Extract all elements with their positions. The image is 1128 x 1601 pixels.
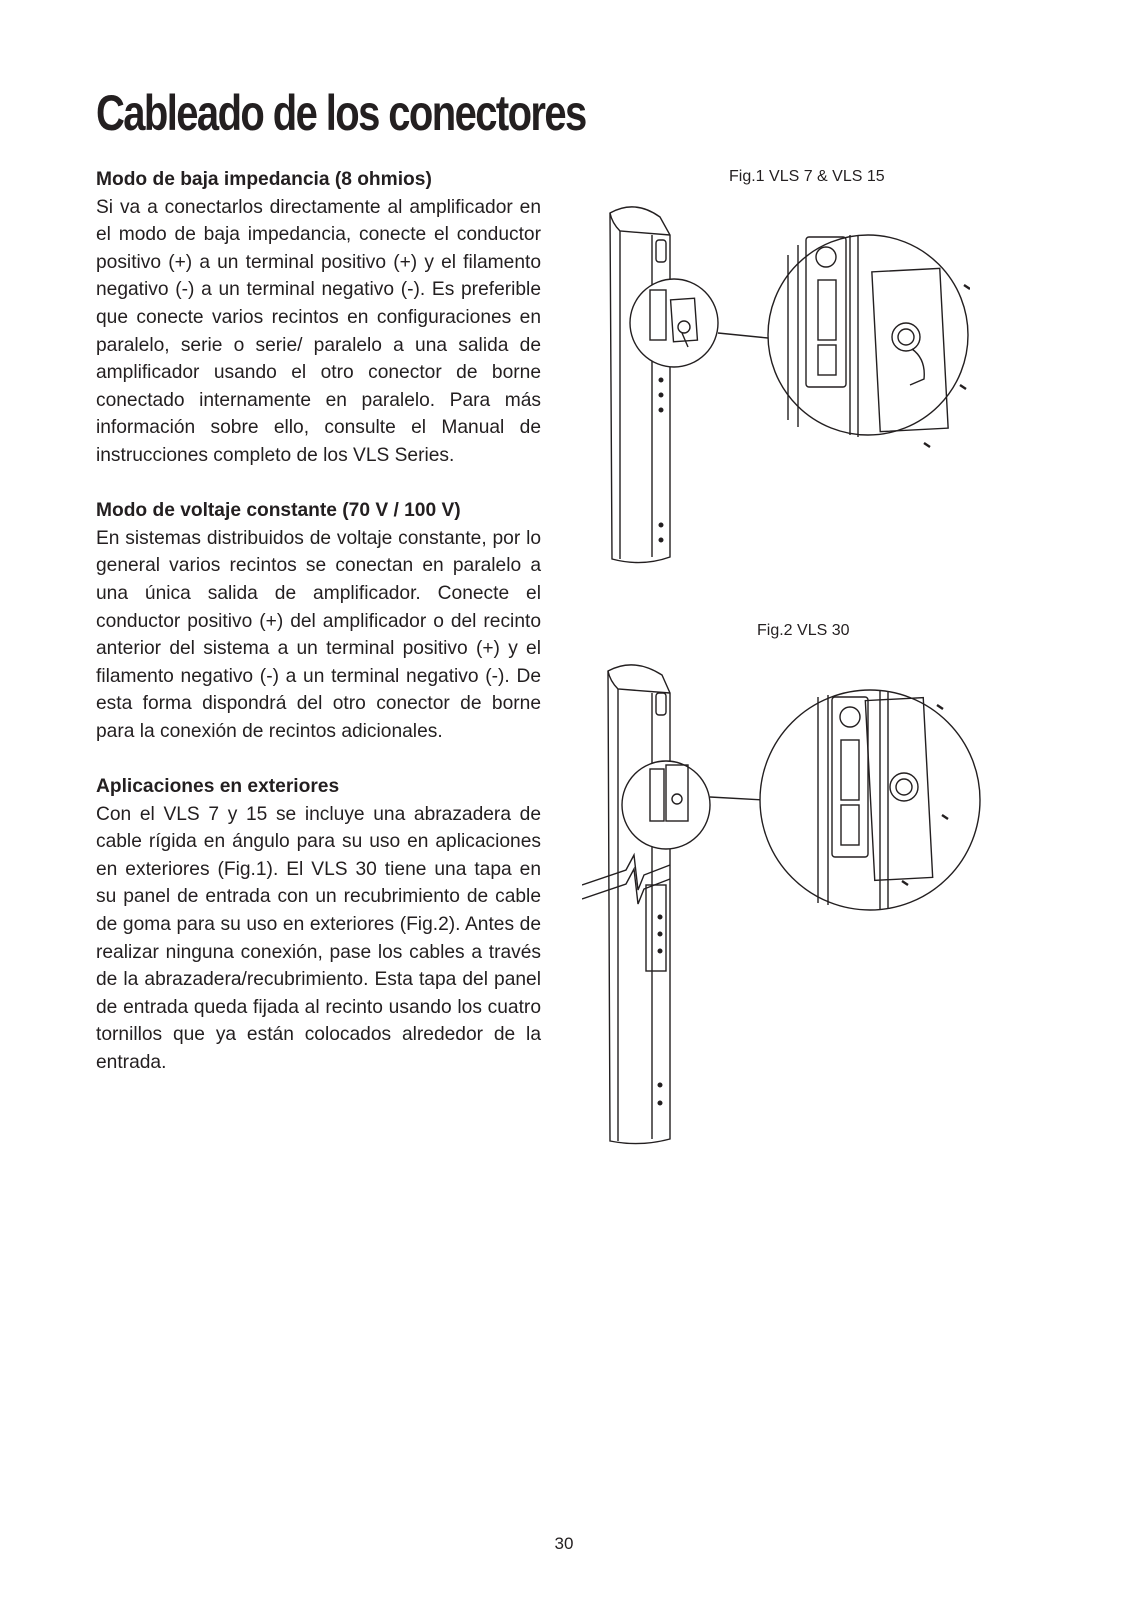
section-body: Con el VLS 7 y 15 se incluye una abrazadera de cable rígida en ángulo para su uso en aplicaciones en exteriores (Fig.1). El VLS 30 tiene una tapa en su panel de entrada con un recubrimiento de cable de goma para su uso en exteriores (Fig.2). Antes de realizar ninguna conexión, pase los cables a través de la abrazadera/recubrimiento. Esta tapa del panel de entrada queda fijada al recinto usando los cuatro tornillos que ya están colocados alrededor de la entrada.: [96, 803, 541, 1073]
fig2-caption: Fig.2 VLS 30: [757, 622, 850, 639]
section-heading: Aplicaciones en exteriores: [96, 776, 340, 798]
section-low-impedance: [96, 166, 541, 470]
section-constant-voltage: [96, 497, 541, 745]
page-number: 30: [554, 1534, 574, 1553]
page-title: Cableado de los conectores: [96, 85, 586, 141]
section-outdoor: [96, 773, 541, 1077]
text-column: [96, 166, 541, 1104]
section-heading: Modo de baja impedancia (8 ohmios): [96, 169, 432, 190]
fig1-illustration: [590, 195, 970, 575]
section-body: En sistemas distribuidos de voltaje constante, por lo general varios recintos se conectan en paralelo a una única salida de amplificador. Conecte el conductor positivo (+) del amplificador o del recinto anterior del sistema a un terminal positivo (+) y el filamento negativo (-) a un terminal negativo (-). De esta forma dispondrá del otro conector de borne para la conexión de recintos adicionales.: [96, 527, 541, 742]
section-heading: Modo de voltaje constante (70 V / 100 V): [96, 500, 461, 522]
fig2-illustration: [582, 655, 982, 1155]
fig1-caption: Fig.1 VLS 7 & VLS 15: [729, 168, 885, 185]
section-body: Si va a conectarlos directamente al amplificador en el modo de baja impedancia, conecte el conductor positivo (+) a un terminal positivo (+) y el filamento negativo (-) a un terminal negativo (-). Es preferible que conecte varios recintos en configuraciones en paralelo, serie o serie/ paralelo a una salida de amplificador usando el otro conector de borne conectado internamente en paralelo. Para más información sobre ello, consulte el Manual de instrucciones completo de los VLS Series.: [96, 196, 541, 466]
